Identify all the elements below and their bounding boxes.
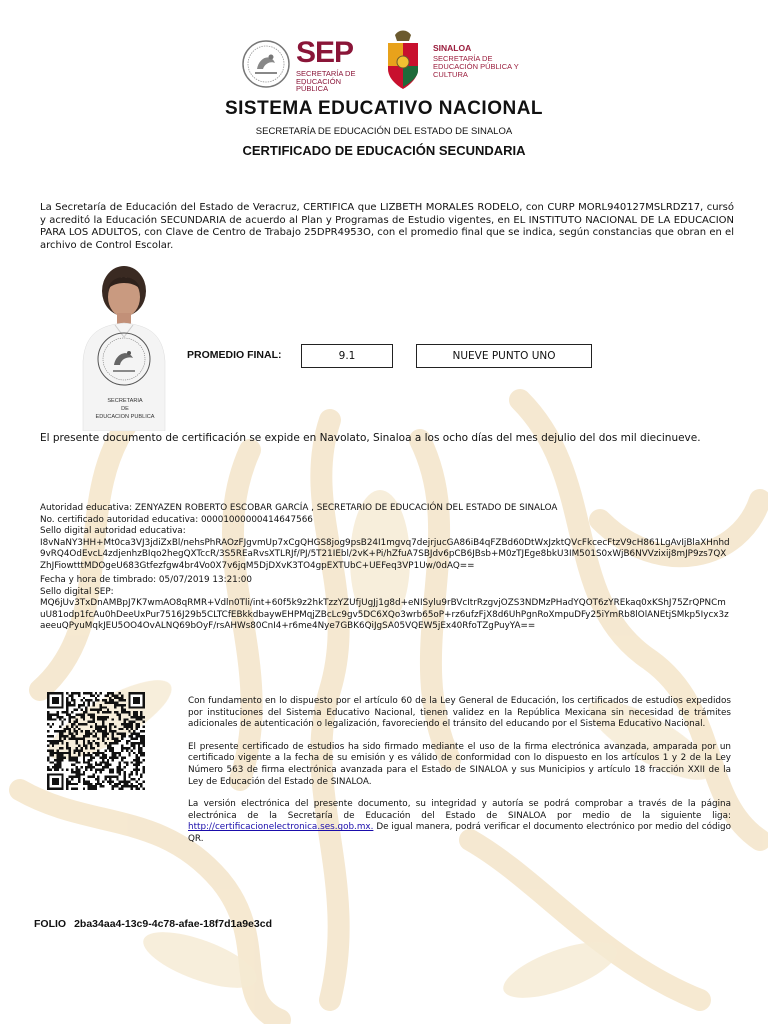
folio-label: FOLIO [34, 918, 67, 930]
legal-notice [188, 696, 731, 857]
sinaloa-logo-text: SINALOA [433, 43, 472, 53]
legal-paragraph-2: El presente certificado de estudios ha sido firmado mediante el uso de la firma electrónica avanzada, amparada por un certificado vigente a la fecha de su emisión y es válido de conformidad con lo dispuesto en los artículos 1 y 2 de la Ley Número 563 de firma electrónica avanzada para el Estado de SINALOA y sus Municipios y artículo 18 fracción XXII de la Ley de Educación del Estado de SINALOA. [188, 741, 731, 787]
secretaria-subtitle: SECRETARÍA DE EDUCACIÓN DEL ESTADO DE SINALOA [255, 126, 513, 137]
folio-line [34, 918, 280, 930]
issuance-paragraph: El presente documento de certificación se expide en Navolato, Sinaloa a los ocho días del mes dejulio del dos mil diecinueve. [40, 432, 701, 444]
verification-link[interactable]: http://certificacionelectronica.ses.gob.mx. [188, 822, 374, 833]
certificate-title: CERTIFICADO DE EDUCACIÓN SECUNDARIA [242, 143, 526, 158]
photo-stamp-caption [82, 397, 168, 421]
legal-paragraph-3-text: La versión electrónica del presente documento, su integridad y autoría se podrá comprobar a través de la página electrónica de la Secretaría de Educación del Estado de SINALOA por medio de la siguiente liga: [188, 799, 731, 821]
certificado-autoridad-number: No. certificado autoridad educativa: 00001000000414647566 [40, 514, 313, 525]
sinaloa-logo-subtitle: SECRETARÍA DE EDUCACIÓN PÚBLICA Y CULTURA [433, 54, 519, 79]
sello-autoridad-value: I8vNaNY3HH+Mt0ca3VJ3jdiZxBl/nehsPhRAOzFJgvmUp7xCgQHGS8jog9psB24I1mgvq7dejrjucGA86iB4qFZBd60DtWxJzktQVcFkcecFtzV9cH861LgAvIjBlaXHnhd9vRQ4OdEvcL4zdjenhzBIqo2hegQXTccR/3S5REaRvsXTLRJf/PJ/5T21IEbl/2vK+Pi/hZfuA7SBJdv6pCB6JBsb+M0zTJEge8bkU3IM501S0xWjB6NVVzixij8mJP9zs7QXZhJFiowtttMDOgeU683Gtfezfgw4br4Vo0X7v6jqM5DjDXvK3TO4gpEXTUbC+UEFeq3VP1Uw/0dAQ== [40, 537, 730, 571]
folio-value: 2ba34aa4-13c9-4c78-afae-18f7d1a9e3cd [74, 918, 272, 930]
fecha-timbrado: Fecha y hora de timbrado: 05/07/2019 13:21:00 [40, 575, 252, 585]
sello-autoridad-label: Sello digital autoridad educativa: [40, 526, 186, 536]
autoridad-educativa: Autoridad educativa: ZENYAZEN ROBERTO ESCOBAR GARCÍA , SECRETARIO DE EDUCACIÓN DEL ESTADO DE SINALOA [40, 503, 558, 513]
photo-caption-line-2: DE [121, 406, 129, 412]
legal-paragraph-1: Con fundamento en lo dispuesto por el artículo 60 de la Ley General de Educación, los certificados de estudios expedidos por instituciones del Sistema Educativo Nacional, tienen validez en la República Mexicana sin necesidad de trámites adicionales de autenticación o legalización, favoreciendo el tránsito del educando por el Sistema Educativo Nacional. [188, 696, 731, 730]
sinaloa-shield-logo [385, 29, 421, 91]
legal-paragraph-3-tail: De igual manera, podrá verificar el documento electrónico por medio del código QR. [188, 822, 731, 844]
document-title: SISTEMA EDUCATIVO NACIONAL [224, 98, 544, 119]
certification-paragraph: La Secretaría de Educación del Estado de Veracruz, CERTIFICA que LIZBETH MORALES RODELO, con CURP MORL940127MSLRDZ17, cursó y acreditó la Educación SECUNDARIA de acuerdo al Plan y Programas de Estudio vigentes, en EL INSTITUTO NACIONAL DE LA EDUCACION PARA LOS ADULTOS, con Clave de Centro de Trabajo 25DPR4953O, con el promedio final que se indica, según constancias que obran en el archivo de Control Escolar. [40, 202, 734, 251]
photo-caption-line-1: SECRETARIA [107, 398, 143, 404]
promedio-number-box: 9.1 [301, 344, 393, 368]
promedio-words-box: NUEVE PUNTO UNO [416, 344, 592, 368]
sello-sep-value: MQ6jUv3TxDnAMBpJ7K7wmAO8qRMR+Vdln0Tli/int+60f5k9z2hkTzzYZUfjUgJj1g8d+eNISylu9rBVcItrRzgvjOZS3NDMzPHadYQOT6zYREkaq0xKShJ75ZrQPNCmuU81odp1fcAu0hDeeUxPur7516J29b5CLTCfEBkkdbaywEHPMqjZBcLc9gv5DC6XQo3wrb65oP+rz6ufzFjX8d6UhPgnRoXmpuDFy25iYmRb8lOlANEtjSMkp5Iycx3zaeeuQPyuMqkJEU5OO4OvALNQ69bOyF/rsAHWs80CnI4+r6me4Nye7GBK6QiJgSA05VQEW5jEx40RfoTZgPuyYA== [40, 598, 729, 631]
photo-caption-line-3: EDUCACION PUBLICA [95, 414, 155, 420]
legal-paragraph-3 [188, 799, 731, 845]
sep-logo-text: SEP [296, 36, 354, 69]
sello-sep-label: Sello digital SEP: [40, 586, 114, 597]
promedio-label: PROMEDIO FINAL: [187, 349, 282, 361]
sep-logo-subtitle: SECRETARÍA DE EDUCACIÓN PÚBLICA [296, 69, 356, 93]
digital-signature-block [40, 503, 730, 633]
mexico-coat-of-arms-seal [241, 39, 291, 89]
qr-code [47, 692, 145, 790]
